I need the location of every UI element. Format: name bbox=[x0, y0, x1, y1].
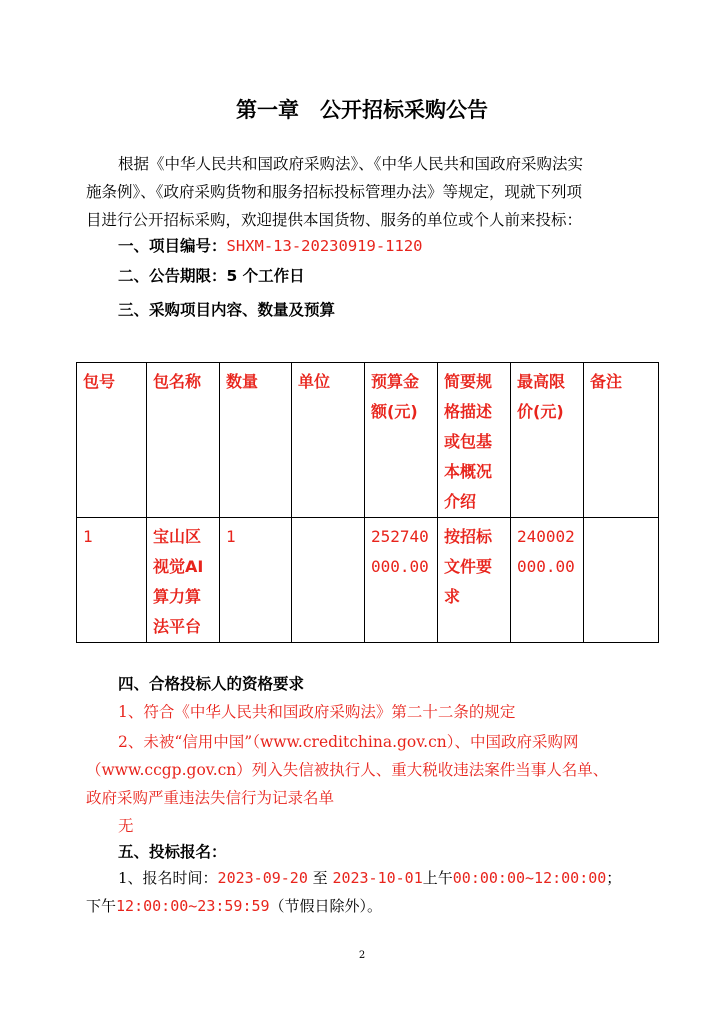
header-cell: 备注 bbox=[584, 363, 659, 518]
separator: ； bbox=[606, 869, 622, 887]
cell-spec: 按招标文件要求 bbox=[438, 518, 511, 643]
page-number: 2 bbox=[358, 950, 366, 961]
qualification-item-2-line-1: 2、未被“信用中国”（www.creditchina.gov.cn）、中国政府采购网 bbox=[118, 733, 579, 751]
section-5-heading: 五、投标报名： bbox=[118, 843, 227, 861]
header-cell: 最高限价(元) bbox=[511, 363, 584, 518]
pm-label: 下午 bbox=[86, 897, 117, 915]
project-number-value: SHXM-13-20230919-1120 bbox=[226, 237, 423, 255]
table-row bbox=[77, 518, 659, 643]
header-cell: 单位 bbox=[292, 363, 365, 518]
registration-to: 至 bbox=[312, 869, 328, 887]
am-time-range: 00:00:00~12:00:00 bbox=[452, 869, 607, 887]
procurement-table bbox=[76, 362, 659, 643]
header-cell: 预算金额(元) bbox=[365, 363, 438, 518]
cell-remarks bbox=[584, 518, 659, 643]
am-label: 上午 bbox=[422, 869, 453, 887]
cell-quantity: 1 bbox=[220, 518, 292, 643]
section-4-heading: 四、合格投标人的资格要求 bbox=[118, 675, 305, 693]
header-cell: 简要规格描述或包基本概况介绍 bbox=[438, 363, 511, 518]
cell-unit bbox=[292, 518, 365, 643]
cell-budget: 252740000.00 bbox=[365, 518, 438, 643]
registration-end-date: 2023-10-01 bbox=[332, 869, 423, 887]
registration-time-line-1 bbox=[118, 864, 621, 892]
qualification-item-1: 1、符合《中华人民共和国政府采购法》第二十二条的规定 bbox=[118, 703, 516, 721]
holiday-note: （节假日除外）。 bbox=[269, 897, 383, 915]
special-requirement-none: 无 bbox=[118, 817, 134, 835]
header-cell: 包名称 bbox=[147, 363, 220, 518]
section-3-heading: 三、采购项目内容、数量及预算 bbox=[118, 301, 336, 319]
project-number bbox=[118, 232, 422, 260]
registration-time-line-2 bbox=[86, 892, 382, 920]
header-cell: 数量 bbox=[220, 363, 292, 518]
registration-start-date: 2023-09-20 bbox=[217, 869, 308, 887]
cell-max-price: 240002000.00 bbox=[511, 518, 584, 643]
registration-prefix: 1、报名时间： bbox=[118, 869, 218, 887]
table-header-row bbox=[77, 363, 659, 518]
qualification-item-2-line-2: （www.ccgp.gov.cn）列入失信被执行人、重大税收违法案件当事人名单、 bbox=[86, 761, 609, 779]
cell-package-name: 宝山区视觉AI算力算法平台 bbox=[147, 518, 220, 643]
intro-line-1: 根据《中华人民共和国政府采购法》、《中华人民共和国政府采购法实 bbox=[118, 155, 584, 173]
intro-line-2: 施条例》、《政府采购货物和服务招标投标管理办法》等规定，现就下列项 bbox=[86, 183, 583, 201]
pm-time-range: 12:00:00~23:59:59 bbox=[116, 897, 270, 915]
intro-line-3: 目进行公开招标采购，欢迎提供本国货物、服务的单位或个人前来投标： bbox=[86, 211, 583, 229]
qualification-item-2-line-3: 政府采购严重违法失信行为记录名单 bbox=[86, 789, 335, 807]
header-cell: 包号 bbox=[77, 363, 147, 518]
cell-package-no: 1 bbox=[77, 518, 147, 643]
notice-period: 二、公告期限：5 个工作日 bbox=[118, 267, 305, 285]
project-number-label: 一、项目编号： bbox=[118, 237, 227, 255]
page-title: 第一章 公开招标采购公告 bbox=[236, 98, 488, 122]
